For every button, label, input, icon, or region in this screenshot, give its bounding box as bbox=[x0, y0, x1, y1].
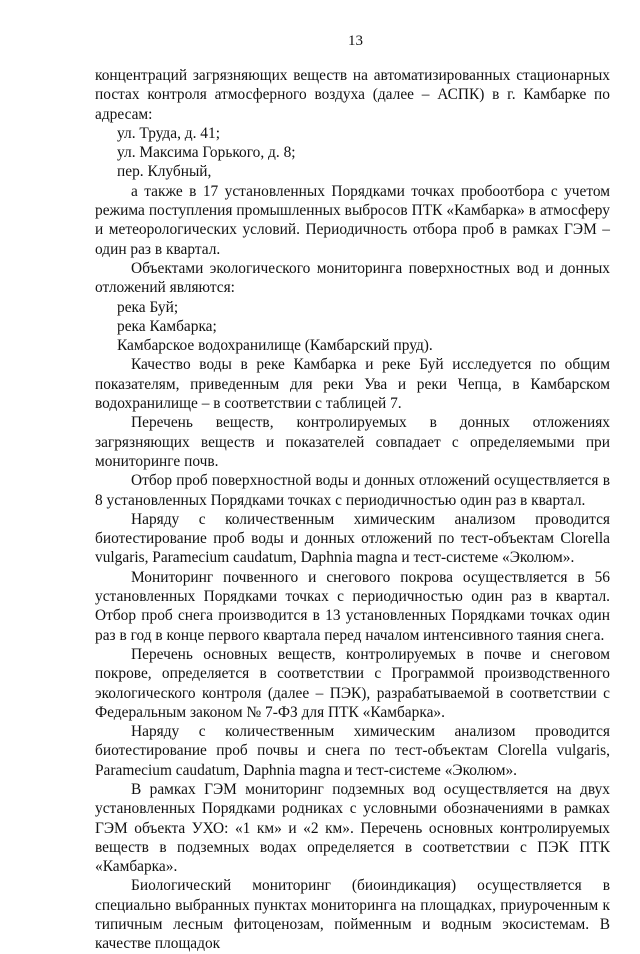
water-object-item: Камбарское водохранилище (Камбарский пруд). bbox=[117, 337, 433, 355]
document-body bbox=[95, 66, 610, 954]
water-object-item: река Буй; bbox=[117, 298, 179, 316]
paragraph: Отбор проб поверхностной воды и донных отложений осуществляется в 8 установленных Порядками точках с периодичностью один раз в квартал. bbox=[95, 472, 610, 509]
paragraph: В рамках ГЭМ мониторинг подземных вод осуществляется на двух установленных Порядками родниках с условными обозначениями в рамках ГЭМ объекта УХО: «1 км» и «2 км». Перечень основных контролируемых веществ в подземных водах определяется в соответствии с ПЭК ПТК «Камбарка». bbox=[95, 780, 610, 876]
address-item: пер. Клубный, bbox=[117, 163, 212, 181]
document-page bbox=[95, 32, 610, 954]
paragraph: Мониторинг почвенного и снегового покрова осуществляется в 56 установленных Порядками точках с периодичностью один раз в квартал. Отбор проб снега производится в 13 установленных Порядками точках один раз в год в конце первого квартала перед началом интенсивного таяния снега. bbox=[95, 568, 610, 644]
address-item: ул. Максима Горького, д. 8; bbox=[117, 144, 296, 162]
paragraph: Объектами экологического мониторинга поверхностных вод и донных отложений являются: bbox=[95, 259, 610, 297]
paragraph: Биологический мониторинг (биоиндикация) осуществляется в специально выбранных пунктах мониторинга на площадках, приуроченным к типичным лесным фитоценозам, пойменным и водным экосистемам. В качестве площадок bbox=[95, 877, 610, 953]
water-object-item: река Камбарка; bbox=[117, 317, 217, 335]
paragraph: а также в 17 установленных Порядками точках пробоотбора с учетом режима поступления промышленных выбросов ПТК «Камбарка» в атмосферу и метеорологических условий. Периодичность отбора проб в рамках ГЭМ – один раз в квартал. bbox=[95, 182, 610, 258]
paragraph: Наряду с количественным химическим анализом проводится биотестирование проб воды и донных отложений по тест-объектам Clorella vulgaris, Paramecium caudatum, Daphnia magna и тест-системе «Эколюм». bbox=[95, 510, 610, 567]
paragraph-continuation: концентраций загрязняющих веществ на автоматизированных стационарных постах контроля атмосферного воздуха (далее – АСПК) в г. Камбарке по адресам: bbox=[95, 67, 610, 123]
page-number: 13 bbox=[348, 33, 363, 49]
paragraph: Качество воды в реке Камбарка и реке Буй исследуется по общим показателям, приведенным для реки Ува и реки Чепца, в Камбарском водохранилище – в соответствии с таблицей 7. bbox=[95, 356, 610, 413]
address-item: ул. Труда, д. 41; bbox=[117, 124, 220, 142]
paragraph: Перечень основных веществ, контролируемых в почве и снеговом покрове, определяется в соответствии с Программой производственного экологического контроля (далее – ПЭК), разрабатываемой в соответствии с Федеральным законом № 7-ФЗ для ПТК «Камбарка». bbox=[95, 645, 610, 721]
paragraph: Перечень веществ, контролируемых в донных отложениях загрязняющих веществ и показателей совпадает с определяемыми при мониторинге почв. bbox=[95, 414, 610, 470]
paragraph: Наряду с количественным химическим анализом проводится биотестирование проб почвы и снега по тест-объектам Clorella vulgaris, Paramecium caudatum, Daphnia magna и тест-системе «Эколюм». bbox=[95, 723, 610, 779]
